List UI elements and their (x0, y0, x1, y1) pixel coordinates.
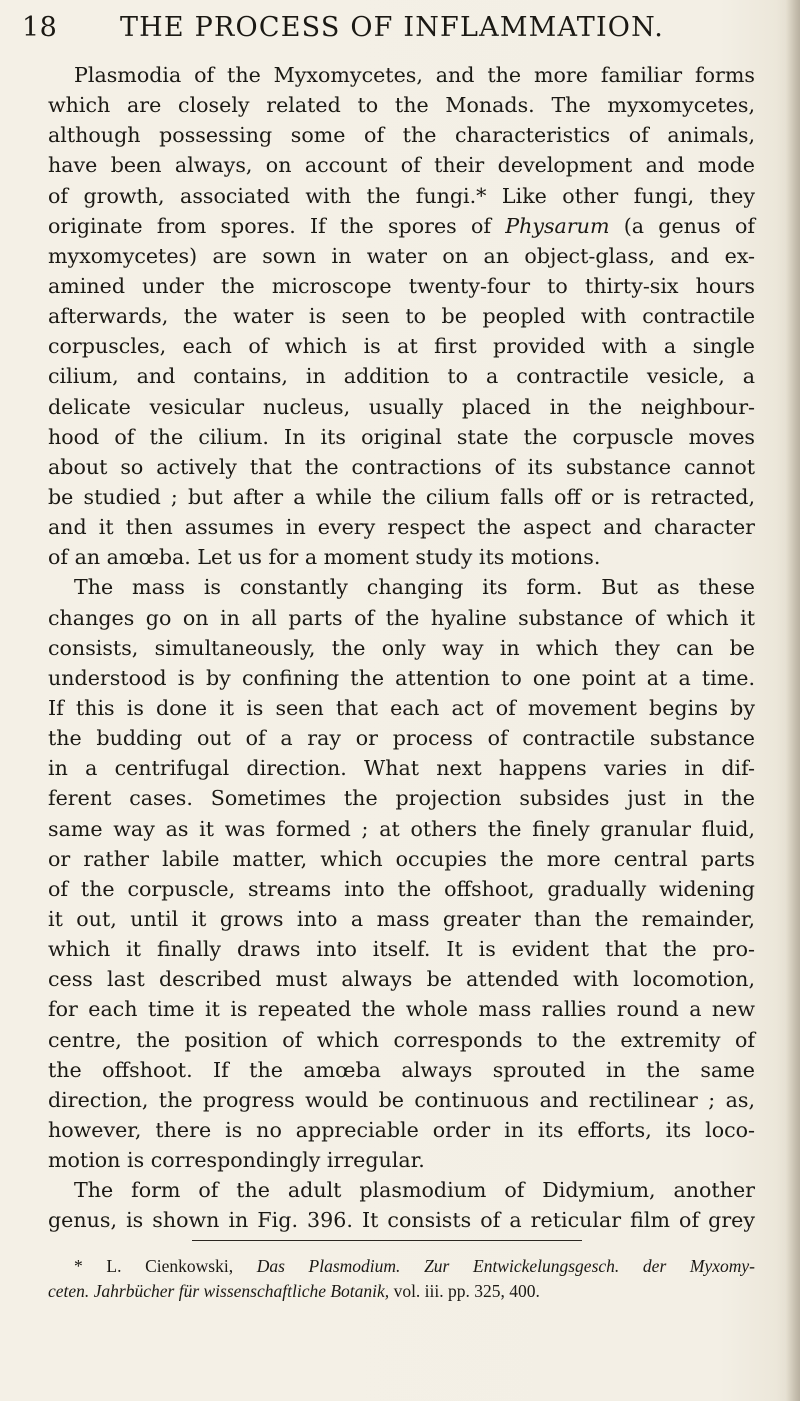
body-line: afterwards, the water is seen to be peopled with contractile (48, 304, 755, 329)
page-header (22, 12, 762, 52)
body-line: about so actively that the contractions of its substance cannot (48, 454, 755, 479)
body-line: The mass is constantly changing its form. But as these (74, 575, 755, 600)
body-line (48, 211, 755, 241)
body-line: cess last described must always be attended with locomotion, (48, 967, 755, 992)
page-binding-edge (786, 0, 800, 1401)
body-line: the offshoot. If the amœba always sprouted in the same (48, 1057, 755, 1082)
footnote-title: Das Plasmodium. Zur Entwickelungsgesch. der Myxomy- (256, 1256, 755, 1276)
body-line-segment: (a genus of (609, 213, 756, 238)
body-line: which it finally draws into itself. It is evident that the pro- (48, 937, 755, 962)
body-line: of an amœba. Let us for a moment study its motions. (48, 545, 601, 570)
running-title: THE PROCESS OF INFLAMMATION. (119, 12, 665, 43)
body-line: myxomycetes) are sown in water on an object-glass, and ex- (48, 243, 755, 268)
body-line: or rather labile matter, which occupies the more central parts (48, 846, 755, 871)
body-line: Plasmodia of the Myxomycetes, and the more familiar forms (74, 63, 755, 87)
footnote-marker: * L. Cienkowski, (74, 1256, 257, 1276)
body-line: cilium, and contains, in addition to a contractile vesicle, a (48, 364, 755, 389)
body-line: which are closely related to the Monads. The myxomycetes, (48, 93, 755, 118)
footnote-rule (192, 1240, 582, 1241)
body-line: delicate vesicular nucleus, usually placed in the neighbour- (48, 394, 755, 419)
body-line: same way as it was formed ; at others the finely granular fluid, (48, 816, 755, 841)
body-line: have been always, on account of their development and mode (48, 153, 755, 178)
body-line: ferent cases. Sometimes the projection subsides just in the (48, 786, 755, 811)
body-line: it out, until it grows into a mass greater than the remainder, (48, 906, 755, 931)
body-line: although possessing some of the characteristics of animals, (48, 123, 755, 148)
body-line: be studied ; but after a while the cilium falls off or is retracted, (48, 484, 755, 509)
footnote-line (48, 1279, 755, 1304)
footnote-line (48, 1254, 755, 1279)
body-line: consists, simultaneously, the only way in which they can be (48, 635, 755, 660)
body-line: and it then assumes in every respect the aspect and character (48, 515, 755, 540)
body-line: centre, the position of which corresponds to the extremity of (48, 1027, 755, 1052)
body-line: changes go on in all parts of the hyaline substance of which it (48, 605, 755, 630)
body-line: however, there is no appreciable order in its efforts, its loco- (48, 1117, 755, 1142)
body-line: hood of the cilium. In its original state the corpuscle moves (48, 424, 755, 449)
body-line: If this is done it is seen that each act of movement begins by (48, 695, 755, 720)
footnote-citation: vol. iii. pp. 325, 400. (389, 1281, 540, 1301)
body-line: of the corpuscle, streams into the offshoot, gradually widening (48, 876, 755, 901)
body-line: of growth, associated with the fungi.* Like other fungi, they (48, 183, 755, 208)
body-line: corpuscles, each of which is at first provided with a single (48, 334, 755, 359)
body-line: understood is by confining the attention to one point at a time. (48, 665, 755, 690)
footnote-journal: ceten. Jahrbücher für wissenschaftliche Botanik, (48, 1281, 390, 1301)
genus-name-physarum: Physarum (505, 213, 610, 238)
body-line-segment: originate from spores. If the spores of (48, 213, 506, 238)
body-line: amined under the microscope twenty-four to thirty-six hours (48, 273, 755, 298)
body-line: The form of the adult plasmodium of Didymium, another (74, 1178, 755, 1203)
body-line: direction, the progress would be continuous and rectilinear ; as, (48, 1087, 755, 1112)
body-line: genus, is shown in Fig. 396. It consists of a reticular film of grey (48, 1208, 755, 1233)
body-line: for each time it is repeated the whole mass rallies round a new (48, 997, 755, 1022)
footnote (48, 1254, 755, 1304)
body-line: motion is correspondingly irregular. (48, 1148, 425, 1173)
body-line: in a centrifugal direction. What next happens varies in dif- (48, 756, 755, 781)
body-text (48, 60, 755, 1235)
page-number: 18 (22, 12, 58, 43)
body-line: the budding out of a ray or process of contractile substance (48, 726, 755, 751)
